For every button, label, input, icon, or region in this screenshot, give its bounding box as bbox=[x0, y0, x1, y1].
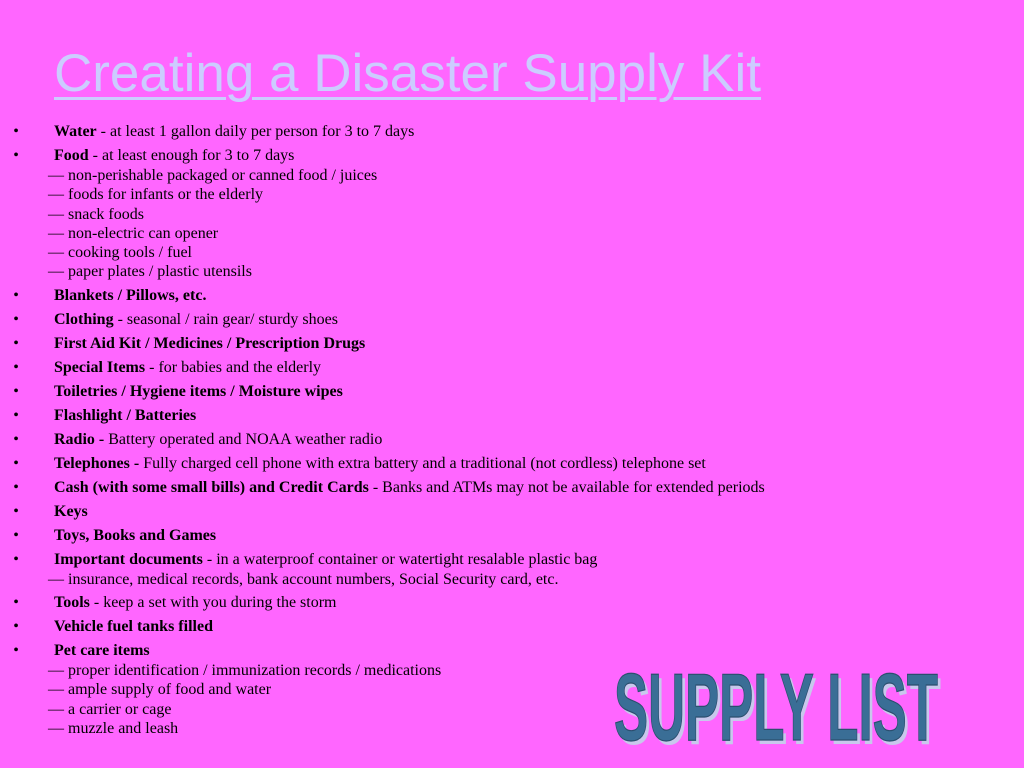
item-description: - Banks and ATMs may not be available for extended periods bbox=[368, 478, 765, 496]
item-line bbox=[54, 122, 1010, 142]
list-item bbox=[10, 617, 1010, 637]
item-label: Keys bbox=[54, 502, 88, 520]
bullet-icon: • bbox=[13, 550, 19, 568]
item-line bbox=[54, 617, 1010, 637]
item-line bbox=[54, 550, 1010, 570]
sub-item: — insurance, medical records, bank account numbers, Social Security card, etc. bbox=[48, 570, 559, 588]
bullet-icon: • bbox=[13, 406, 19, 424]
item-label: Food bbox=[54, 147, 89, 164]
item-label: Telephones - bbox=[54, 454, 140, 472]
list-item bbox=[10, 502, 1010, 522]
list-item bbox=[10, 406, 1010, 426]
item-line bbox=[54, 593, 1010, 613]
sub-item: — cooking tools / fuel bbox=[48, 244, 192, 262]
item-label: Toys, Books and Games bbox=[54, 526, 217, 544]
list-item bbox=[10, 358, 1010, 378]
item-description: - at least enough for 3 to 7 days bbox=[88, 147, 295, 164]
sub-item: — a carrier or cage bbox=[48, 700, 172, 718]
list-item bbox=[10, 382, 1010, 402]
item-line bbox=[54, 146, 1010, 166]
item-label: Blankets / Pillows, etc. bbox=[54, 286, 207, 304]
item-line bbox=[54, 286, 1010, 306]
bullet-icon: • bbox=[13, 502, 19, 520]
bullet-icon: • bbox=[13, 526, 19, 544]
item-line bbox=[54, 454, 1010, 474]
bullet-icon: • bbox=[13, 430, 19, 448]
sub-item: — non-electric can opener bbox=[48, 224, 219, 242]
item-label: First Aid Kit / Medicines / Prescription Drugs bbox=[54, 334, 366, 352]
item-label: Tools bbox=[54, 594, 90, 612]
bullet-icon: • bbox=[13, 454, 19, 472]
list-item bbox=[10, 526, 1010, 546]
item-line bbox=[54, 358, 1010, 378]
item-label: Cash (with some small bills) and Credit Cards bbox=[54, 478, 369, 496]
item-line bbox=[54, 334, 1010, 354]
sub-item: — ample supply of food and water bbox=[48, 681, 272, 699]
item-label: Important documents bbox=[54, 550, 203, 568]
item-label: Special Items bbox=[54, 358, 146, 376]
bullet-icon: • bbox=[13, 358, 19, 376]
list-item bbox=[10, 478, 1010, 498]
item-label: Toiletries / Hygiene items / Moisture wipes bbox=[54, 382, 343, 400]
wordart-shadow-text: SUPPLY LIST bbox=[617, 658, 941, 765]
item-line bbox=[54, 430, 1010, 450]
supply-list-wordart bbox=[606, 640, 946, 765]
item-description: - at least 1 gallon daily per person for 3 to 7 days bbox=[96, 123, 415, 140]
item-line bbox=[54, 406, 1010, 426]
list-item bbox=[10, 146, 1010, 282]
item-description: Battery operated and NOAA weather radio bbox=[104, 430, 383, 448]
item-label: Water bbox=[54, 123, 97, 140]
bullet-icon: • bbox=[13, 642, 19, 660]
item-line bbox=[54, 382, 1010, 402]
item-description: Fully charged cell phone with extra battery and a traditional (not cordless) telephone set bbox=[139, 454, 706, 472]
sub-item: — non-perishable packaged or canned food / juices bbox=[48, 167, 378, 184]
bullet-icon: • bbox=[13, 147, 19, 164]
list-item bbox=[10, 454, 1010, 474]
list-item bbox=[10, 334, 1010, 354]
item-description: - seasonal / rain gear/ sturdy shoes bbox=[113, 310, 338, 328]
item-label: Flashlight / Batteries bbox=[54, 406, 197, 424]
item-label: Pet care items bbox=[54, 642, 150, 660]
list-item bbox=[10, 122, 1010, 142]
bullet-icon: • bbox=[13, 478, 19, 496]
item-description: - for babies and the elderly bbox=[145, 358, 322, 376]
bullet-icon: • bbox=[13, 123, 19, 140]
item-label: Clothing bbox=[54, 310, 114, 328]
item-line bbox=[54, 478, 1010, 498]
bullet-icon: • bbox=[13, 310, 19, 328]
item-label: Radio - bbox=[54, 430, 105, 448]
sub-item: — foods for infants or the elderly bbox=[48, 186, 264, 204]
sub-item: — snack foods bbox=[48, 205, 144, 223]
item-line bbox=[54, 310, 1010, 330]
bullet-icon: • bbox=[13, 594, 19, 612]
list-item bbox=[10, 593, 1010, 613]
item-label: Vehicle fuel tanks filled bbox=[54, 618, 213, 636]
sub-item: — muzzle and leash bbox=[48, 719, 179, 737]
bullet-icon: • bbox=[13, 618, 19, 636]
list-item bbox=[10, 286, 1010, 306]
list-item bbox=[10, 550, 1010, 589]
wordart-text: SUPPLY LIST bbox=[614, 654, 938, 761]
bullet-icon: • bbox=[13, 382, 19, 400]
bullet-icon: • bbox=[13, 286, 19, 304]
list-item bbox=[10, 310, 1010, 330]
sub-item: — proper identification / immunization records / medications bbox=[48, 662, 442, 680]
item-line bbox=[54, 502, 1010, 522]
item-description: - keep a set with you during the storm bbox=[89, 594, 337, 612]
slide-title: Creating a Disaster Supply Kit bbox=[54, 44, 761, 103]
sub-item: — paper plates / plastic utensils bbox=[48, 263, 252, 281]
item-description: - in a waterproof container or watertight resalable plastic bag bbox=[202, 550, 598, 568]
item-line bbox=[54, 526, 1010, 546]
bullet-icon: • bbox=[13, 334, 19, 352]
list-item bbox=[10, 430, 1010, 450]
